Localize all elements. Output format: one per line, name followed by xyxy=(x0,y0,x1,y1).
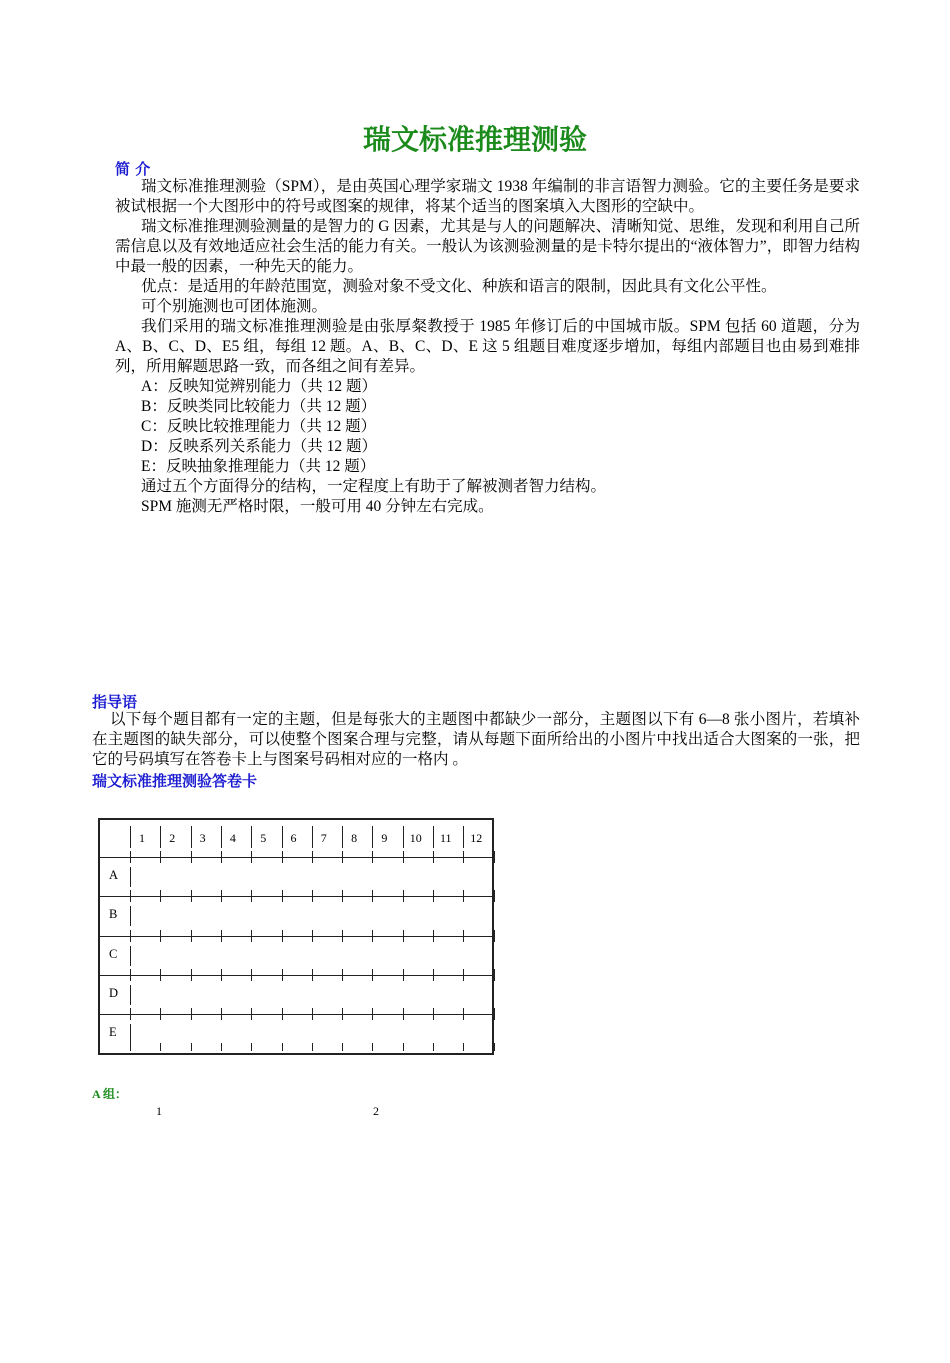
column-number: 9 xyxy=(381,831,388,845)
row-tick xyxy=(403,930,404,942)
bottom-tick xyxy=(130,1043,131,1051)
row-tick xyxy=(403,1008,404,1020)
header-divider xyxy=(130,826,131,848)
bottom-tick xyxy=(191,1043,192,1051)
row-tick xyxy=(221,930,222,942)
intro-paragraph: 我们采用的瑞文标准推理测验是由张厚粲教授于 1985 年修订后的中国城市版。SPM 包括 60 道题，分为 A、B、C、D、E5 组，每组 12 题。A、B、C、D、E 这 5 组题目难度逐步增加，每组内部题目也由易到难排列，所用解题思路一致，而各组之间有差异。 xyxy=(115,318,860,375)
row-tick xyxy=(312,851,313,863)
row-tick xyxy=(251,969,252,981)
header-divider xyxy=(221,826,222,848)
bottom-tick xyxy=(372,1043,373,1051)
row-tick xyxy=(251,890,252,902)
header-divider xyxy=(342,826,343,848)
label-divider xyxy=(130,985,131,1005)
column-number: 12 xyxy=(470,831,483,845)
row-tick xyxy=(130,890,131,902)
group-description: B：反映类同比较能力（共 12 题） xyxy=(141,398,377,415)
column-number: 10 xyxy=(409,831,422,845)
row-tick xyxy=(342,969,343,981)
row-tick xyxy=(251,930,252,942)
bottom-tick xyxy=(403,1043,404,1051)
row-tick xyxy=(191,890,192,902)
row-tick xyxy=(282,890,283,902)
page-title: 瑞文标准推理测验 xyxy=(362,125,587,156)
row-tick xyxy=(130,930,131,942)
row-tick xyxy=(372,890,373,902)
header-divider xyxy=(312,826,313,848)
bottom-tick xyxy=(160,1043,161,1051)
row-tick xyxy=(342,890,343,902)
row-tick xyxy=(221,890,222,902)
row-tick xyxy=(463,969,464,981)
column-number: 8 xyxy=(351,831,358,845)
column-number: 3 xyxy=(199,831,206,845)
row-tick xyxy=(433,930,434,942)
column-number: 7 xyxy=(320,831,327,845)
guide-section xyxy=(92,710,860,770)
bottom-tick xyxy=(282,1043,283,1051)
row-tick xyxy=(160,969,161,981)
group-description: A：反映知觉辨别能力（共 12 题） xyxy=(141,378,377,395)
row-tick xyxy=(342,1008,343,1020)
intro-paragraph: 可个别施测也可团体施测。 xyxy=(141,298,328,315)
row-tick xyxy=(494,930,495,942)
row-label: E xyxy=(109,1025,117,1039)
row-tick xyxy=(494,851,495,863)
row-tick xyxy=(130,1008,131,1020)
row-tick xyxy=(160,1008,161,1020)
row-label: D xyxy=(109,985,119,1000)
bottom-tick xyxy=(312,1043,313,1051)
row-tick xyxy=(282,1008,283,1020)
row-tick xyxy=(282,930,283,942)
column-number: 2 xyxy=(169,831,176,845)
row-tick xyxy=(160,851,161,863)
label-divider xyxy=(130,906,131,926)
header-divider xyxy=(433,826,434,848)
row-tick xyxy=(130,851,131,863)
answer-card xyxy=(98,818,494,1055)
column-number: 1 xyxy=(139,831,145,845)
row-tick xyxy=(342,930,343,942)
row-tick xyxy=(282,851,283,863)
row-tick xyxy=(191,851,192,863)
label-divider xyxy=(130,946,131,966)
guide-text: 以下每个题目都有一定的主题，但是每张大的主题图中都缺少一部分，主题图以下有 6—8 张小图片，若填补在主题图的缺失部分，可以使整个图案合理与完整，请从每题下面所给出的小图片中找出适合大图案的一张，把它的号码填写在答卷卡上与图案号码相对应的一格内 。 xyxy=(92,711,860,768)
row-tick xyxy=(130,969,131,981)
group-description: E：反映抽象推理能力（共 12 题） xyxy=(141,458,376,475)
intro-section xyxy=(115,177,860,517)
intro-paragraph: 瑞文标准推理测验测量的是智力的 G 因素，尤其是与人的问题解决、清晰知觉、思维，发现和利用自己所需信息以及有效地适应社会生活的能力有关。一般认为该测验测量的是卡特尔提出的“液体智力”，即智力结构中最一般的因素，一种先天的能力。 xyxy=(115,218,860,275)
row-label: C xyxy=(109,946,118,961)
group-a-label: A 组： xyxy=(92,1087,128,1101)
row-tick xyxy=(342,851,343,863)
row-tick xyxy=(191,969,192,981)
row-tick xyxy=(433,1008,434,1020)
figure-number: 2 xyxy=(373,1104,379,1118)
row-tick xyxy=(463,1008,464,1020)
header-divider xyxy=(160,826,161,848)
row-tick xyxy=(251,1008,252,1020)
row-label: A xyxy=(109,868,119,883)
bottom-tick xyxy=(463,1043,464,1051)
intro-closing: SPM 施测无严格时限，一般可用 40 分钟左右完成。 xyxy=(141,498,494,515)
row-tick xyxy=(191,1008,192,1020)
header-divider xyxy=(463,826,464,848)
group-description: C：反映比较推理能力（共 12 题） xyxy=(141,418,377,435)
intro-paragraph: 优点：是适用的年龄范围宽，测验对象不受文化、种族和语言的限制，因此具有文化公平性。 xyxy=(141,278,777,295)
header-divider xyxy=(372,826,373,848)
group-description: D：反映系列关系能力（共 12 题） xyxy=(141,438,377,455)
row-tick xyxy=(372,930,373,942)
bottom-tick xyxy=(494,1043,495,1051)
row-tick xyxy=(403,969,404,981)
row-tick xyxy=(221,1008,222,1020)
row-tick xyxy=(463,851,464,863)
header-divider xyxy=(403,826,404,848)
bottom-tick xyxy=(342,1043,343,1051)
row-tick xyxy=(403,890,404,902)
row-tick xyxy=(403,851,404,863)
intro-heading: 简 介 xyxy=(115,160,151,178)
row-tick xyxy=(251,851,252,863)
row-tick xyxy=(372,969,373,981)
column-number: 4 xyxy=(229,831,236,845)
column-number: 6 xyxy=(290,831,297,845)
column-number: 5 xyxy=(260,831,267,845)
row-tick xyxy=(494,1008,495,1020)
label-divider xyxy=(130,867,131,887)
row-tick xyxy=(221,969,222,981)
intro-paragraph: 瑞文标准推理测验（SPM），是由英国心理学家瑞文 1938 年编制的非言语智力测验。它的主要任务是要求被试根据一个大图形中的符号或图案的规律，将某个适当的图案填入大图形的空缺中。 xyxy=(115,178,860,215)
row-tick xyxy=(433,969,434,981)
row-tick xyxy=(463,890,464,902)
row-tick xyxy=(433,890,434,902)
row-tick xyxy=(221,851,222,863)
row-tick xyxy=(494,890,495,902)
bottom-tick xyxy=(251,1043,252,1051)
row-tick xyxy=(282,969,283,981)
row-label: B xyxy=(109,907,118,922)
row-tick xyxy=(312,930,313,942)
row-tick xyxy=(191,930,192,942)
row-tick xyxy=(372,1008,373,1020)
header-divider xyxy=(191,826,192,848)
row-tick xyxy=(433,851,434,863)
row-tick xyxy=(312,969,313,981)
column-number: 11 xyxy=(440,831,452,845)
figure-number: 1 xyxy=(156,1104,162,1118)
row-tick xyxy=(160,890,161,902)
row-tick xyxy=(312,1008,313,1020)
row-tick xyxy=(160,930,161,942)
header-divider xyxy=(282,826,283,848)
row-tick xyxy=(494,969,495,981)
bottom-tick xyxy=(221,1043,222,1051)
bottom-tick xyxy=(433,1043,434,1051)
intro-closing: 通过五个方面得分的结构，一定程度上有助于了解被测者智力结构。 xyxy=(141,478,607,495)
guide-heading: 指导语 xyxy=(92,693,138,711)
label-divider xyxy=(130,1024,131,1044)
row-tick xyxy=(372,851,373,863)
row-tick xyxy=(312,890,313,902)
row-tick xyxy=(463,930,464,942)
header-divider xyxy=(251,826,252,848)
answer-card-heading: 瑞文标准推理测验答卷卡 xyxy=(92,772,258,790)
